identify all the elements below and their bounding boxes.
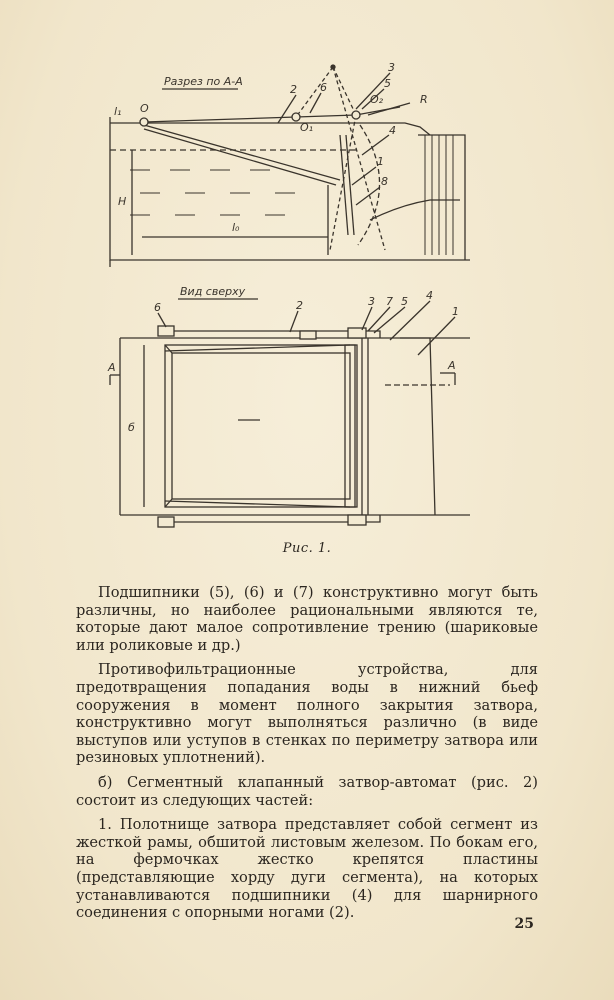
paragraph-1: Подшипники (5), (6) и (7) конструктивно могут быть различны, но наиболее рациональными являются те, которые дают малое сопротивление трению (шариковые или роликовые и др.) [76,584,538,654]
plan-label: Вид сверху [180,285,246,298]
figure-gate-drawing [100,55,480,535]
plan-callout-7: 7 [386,295,393,308]
figure-caption: Рис. 1. [282,541,332,556]
callout-2: 2 [290,83,297,96]
plan-callout-5: 5 [401,295,408,308]
callout-l1: l₁ [114,105,122,118]
callout-3: 3 [388,61,395,74]
callout-l0: l₀ [232,221,240,234]
paragraph-4: 1. Полотнище затвора представляет собой сегмент из жесткой рамы, обшитой листовым железом. По бокам его, на фермочках жестко крепятся пластины (представляющие хорду дуги сегмента), на которых устанавливаются подшипники (4) для шарнирного соединения с опорными ногами (2). [76,816,538,922]
callout-r: R [420,93,428,106]
gate-drawing [100,55,480,535]
plan-callout-6: 6 [154,301,161,314]
section-label: Разрез по А-А [164,75,243,88]
paragraph-2: Противофильтрационные устройства, для предотвращения попадания воды в нижний бьеф сооружения в момент полного закрытия затвора, конструктивно могут выполняться различно (в виде выступов или уступов в стенках по периметру затвора или резиновых уплотнений). [76,661,538,767]
callout-o2: O₂ [370,93,384,106]
plan-callout-1: 1 [452,305,459,318]
plan-callout-4: 4 [426,289,433,302]
callout-o1: O₁ [300,121,314,134]
plan-callout-3: 3 [368,295,375,308]
callout-8: 8 [381,175,388,188]
callout-o: O [140,102,149,115]
callout-4: 4 [389,124,396,137]
plan-section-mark-right: A [448,359,456,372]
paragraph-3: б) Сегментный клапанный затвор-автомат (рис. 2) состоит из следующих частей: [76,773,538,809]
plan-section-mark-left: A [108,361,116,374]
body-text [76,584,538,929]
page-number: 25 [514,916,534,932]
callout-6: 6 [320,81,327,94]
plan-callout-2: 2 [296,299,303,312]
callout-1: 1 [377,155,384,168]
callout-5: 5 [384,77,391,90]
callout-h: H [118,195,127,208]
plan-callout-b: б [128,421,135,434]
